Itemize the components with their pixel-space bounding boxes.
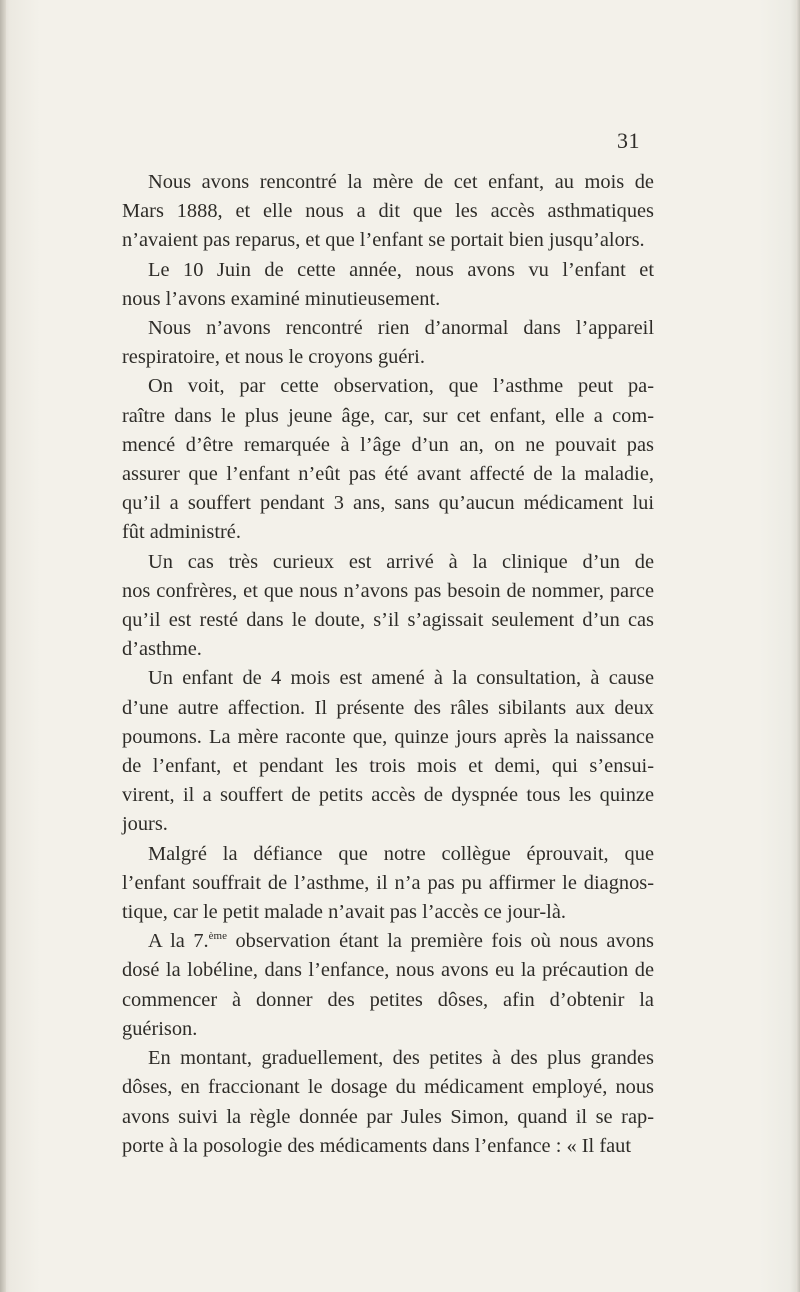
paragraph xyxy=(122,548,654,665)
paragraph xyxy=(122,314,654,372)
text-line: Mars 1888, et elle nous a dit que les accès asthmatiques xyxy=(122,200,654,223)
text-line: jours. xyxy=(122,813,168,836)
paragraph xyxy=(122,256,654,314)
text-line: l’enfant souffrait de l’asthme, il n’a pas pu affirmer le diagnos- xyxy=(122,871,654,894)
text-line: qu’il est resté dans le doute, s’il s’agissait seulement d’un cas xyxy=(122,609,654,632)
text-line: de l’enfant, et pendant les trois mois et demi, qui s’ensui- xyxy=(122,755,654,778)
text-line: virent, il a souffert de petits accès de dyspnée tous les quinze xyxy=(122,784,654,807)
text-line xyxy=(122,927,654,956)
paragraph xyxy=(122,1044,654,1161)
text-line: dosé la lobéline, dans l’enfance, nous avons eu la précaution de xyxy=(122,959,654,982)
page-left-edge xyxy=(0,0,6,1292)
text-line: assurer que l’enfant n’eût pas été avant affecté de la maladie, xyxy=(122,463,654,486)
body-text xyxy=(122,168,654,1161)
text-line: En montant, graduellement, des petites à des plus grandes xyxy=(148,1047,654,1070)
page-number: 31 xyxy=(617,128,640,153)
text-line: Un enfant de 4 mois est amené à la consultation, à cause xyxy=(148,667,654,690)
text-line: Nous avons rencontré la mère de cet enfant, au mois de xyxy=(148,171,654,193)
text-line: dôses, en fraccionant le dosage du médicament employé, nous xyxy=(122,1076,654,1099)
text-line: d’une autre affection. Il présente des râles sibilants aux deux xyxy=(122,696,654,719)
text-line: guérison. xyxy=(122,1017,198,1040)
text-line: Malgré la défiance que notre collègue éprouvait, que xyxy=(148,842,654,865)
line-prefix: A la 7. xyxy=(148,930,209,953)
text-line: d’asthme. xyxy=(122,638,202,661)
text-line: commencer à donner des petites dôses, afin d’obtenir la xyxy=(122,988,654,1011)
text-line: fût administré. xyxy=(122,521,241,544)
ordinal-superscript: ème xyxy=(208,930,227,943)
page-right-edge xyxy=(796,0,800,1292)
text-line: nos confrères, et que nous n’avons pas besoin de nommer, parce xyxy=(122,579,654,602)
line-rest: observation étant la première fois où nous avons xyxy=(226,930,654,953)
text-line: Nous n’avons rencontré rien d’anormal dans l’appareil xyxy=(148,317,654,340)
paragraph xyxy=(122,372,654,547)
text-line: mencé d’être remarquée à l’âge d’un an, on ne pouvait pas xyxy=(122,433,654,456)
text-line: poumons. La mère raconte que, quinze jours après la naissance xyxy=(122,725,654,748)
text-line: qu’il a souffert pendant 3 ans, sans qu’aucun médicament lui xyxy=(122,492,654,515)
text-line: avons suivi la règle donnée par Jules Simon, quand il se rap- xyxy=(122,1105,654,1128)
text-line: n’avaient pas reparus, et que l’enfant se portait bien jusqu’alors. xyxy=(122,229,645,252)
text-line: Un cas très curieux est arrivé à la clinique d’un de xyxy=(148,550,654,573)
text-line: respiratoire, et nous le croyons guéri. xyxy=(122,346,425,369)
text-line: porte à la posologie des médicaments dans l’enfance : « Il faut xyxy=(122,1134,632,1157)
paragraph xyxy=(122,927,654,1044)
text-line: On voit, par cette observation, que l’asthme peut pa- xyxy=(148,375,654,398)
paragraph xyxy=(122,664,654,839)
text-line: Le 10 Juin de cette année, nous avons vu l’enfant et xyxy=(148,258,654,281)
text-line: tique, car le petit malade n’avait pas l’accès ce jour-là. xyxy=(122,901,566,924)
paragraph xyxy=(122,840,654,928)
text-line: raître dans le plus jeune âge, car, sur cet enfant, elle a com- xyxy=(122,404,654,427)
paragraph xyxy=(122,168,654,256)
text-line: nous l’avons examiné minutieusement. xyxy=(122,287,441,310)
